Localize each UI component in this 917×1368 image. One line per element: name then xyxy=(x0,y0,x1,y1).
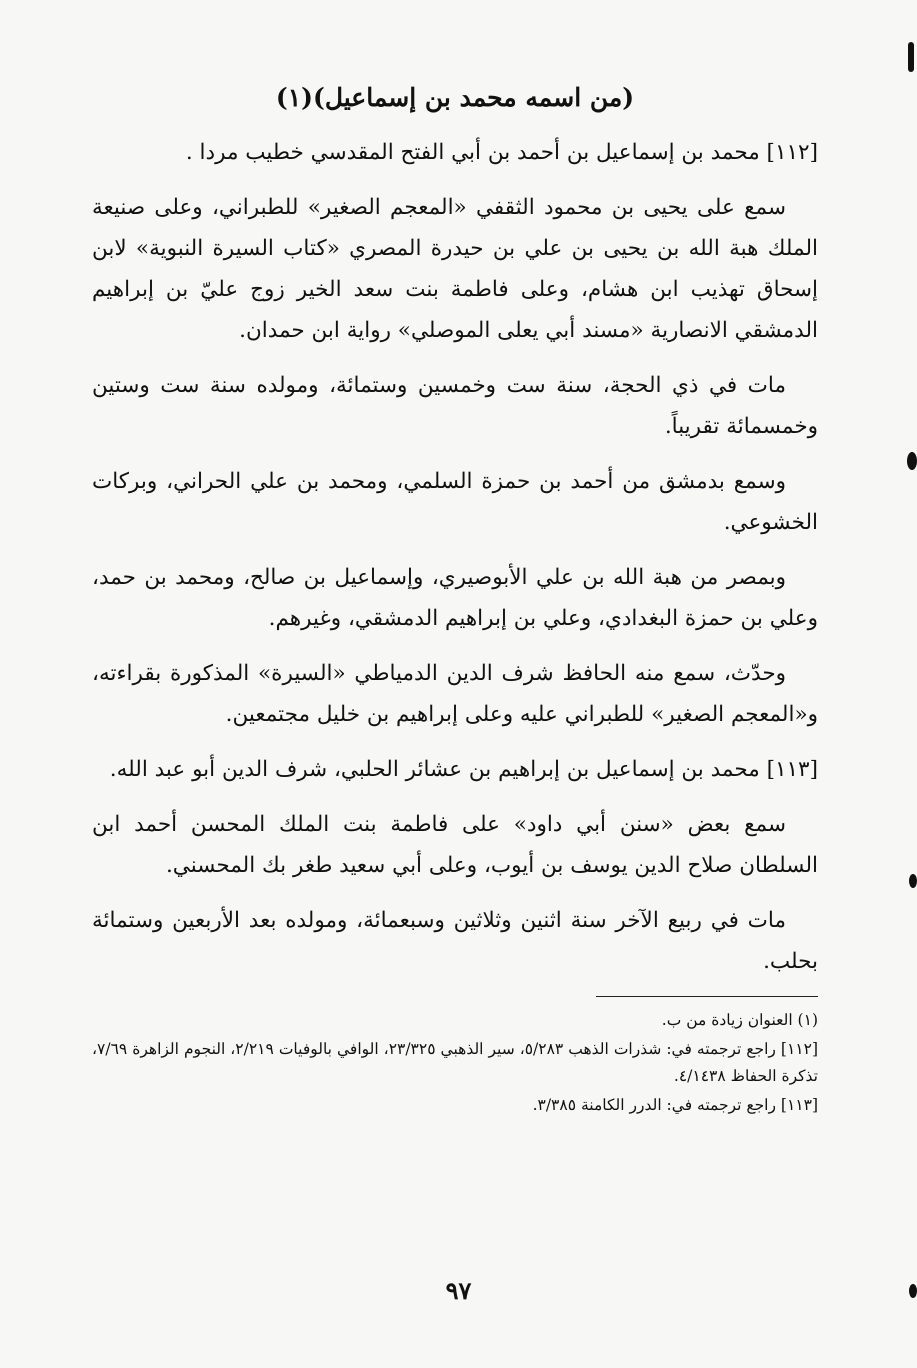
entry-112-narration: وحدّث، سمع منه الحافظ شرف الدين الدمياطي «السيرة» المذكورة بقراءته، و«المعجم الصغير» للطبراني عليه وعلى إبراهيم بن خليل مجتمعين. xyxy=(92,661,818,727)
book-page xyxy=(92,78,818,1121)
entry-113-hearing: سمع بعض «سنن أبي داود» على فاطمة بنت الملك المحسن أحمد ابن السلطان صلاح الدين يوسف بن أيوب، وعلى أبي سعيد طغر بك المحسني. xyxy=(92,812,818,878)
scan-edge-mark xyxy=(907,452,917,470)
scan-edge-mark xyxy=(909,874,917,888)
footnote-112: [١١٢] راجع ترجمته في: شذرات الذهب ٥/٢٨٣، سير الذهبي ٢٣/٣٢٥، الوافي بالوفيات ٢/٢١٩، النجوم الزاهرة ٧/٦٩، تذكرة الحفاظ ٤/١٤٣٨. xyxy=(92,1040,819,1085)
entry-112-heading: [١١٢] محمد بن إسماعيل بن أحمد بن أبي الفتح المقدسي خطيب مردا . xyxy=(185,140,818,165)
scan-edge-mark xyxy=(909,1284,917,1298)
footnotes xyxy=(92,1007,818,1119)
scan-edge-mark xyxy=(908,42,914,72)
entry-112-hearing: سمع على يحيى بن محمود الثقفي «المعجم الصغير» للطبراني، وعلى صنيعة الملك هبة الله بن يحيى بن علي بن حيدرة المصري «كتاب السيرة النبوية» لابن إسحاق تهذيب ابن هشام، وعلى فاطمة بنت سعد الخير زوج عليّ بن إبراهيم الدمشقي الانصارية «مسند أبي يعلى الموصلي» رواية ابن حمدان. xyxy=(92,195,818,343)
footnote-113: [١١٣] راجع ترجمته في: الدرر الكامنة ٣/٣٨٥. xyxy=(532,1096,818,1114)
entry-112-damascus: وسمع بدمشق من أحمد بن حمزة السلمي، ومحمد بن علي الحراني، وبركات الخشوعي. xyxy=(92,469,818,535)
page-number: ٩٧ xyxy=(445,1276,472,1305)
section-title: (من اسمه محمد بن إسماعيل)(١) xyxy=(275,83,635,112)
entry-113-death: مات في ربيع الآخر سنة اثنين وثلاثين وسبعمائة، ومولده بعد الأربعين وستمائة بحلب. xyxy=(92,908,818,974)
entry-113-heading: [١١٣] محمد بن إسماعيل بن إبراهيم بن عشائر الحلبي، شرف الدين أبو عبد الله. xyxy=(109,757,818,782)
footnote-1: (١) العنوان زيادة من ب. xyxy=(661,1011,818,1029)
entry-112-egypt: وبمصر من هبة الله بن علي الأبوصيري، وإسماعيل بن صالح، ومحمد بن حمد، وعلي بن حمزة البغدادي، وعلي بن إبراهيم الدمشقي، وغيرهم. xyxy=(92,565,818,631)
footnote-divider xyxy=(596,996,818,997)
entry-112-death: مات في ذي الحجة، سنة ست وخمسين وستمائة، ومولده سنة ست وستين وخمسمائة تقريباً. xyxy=(92,373,818,439)
